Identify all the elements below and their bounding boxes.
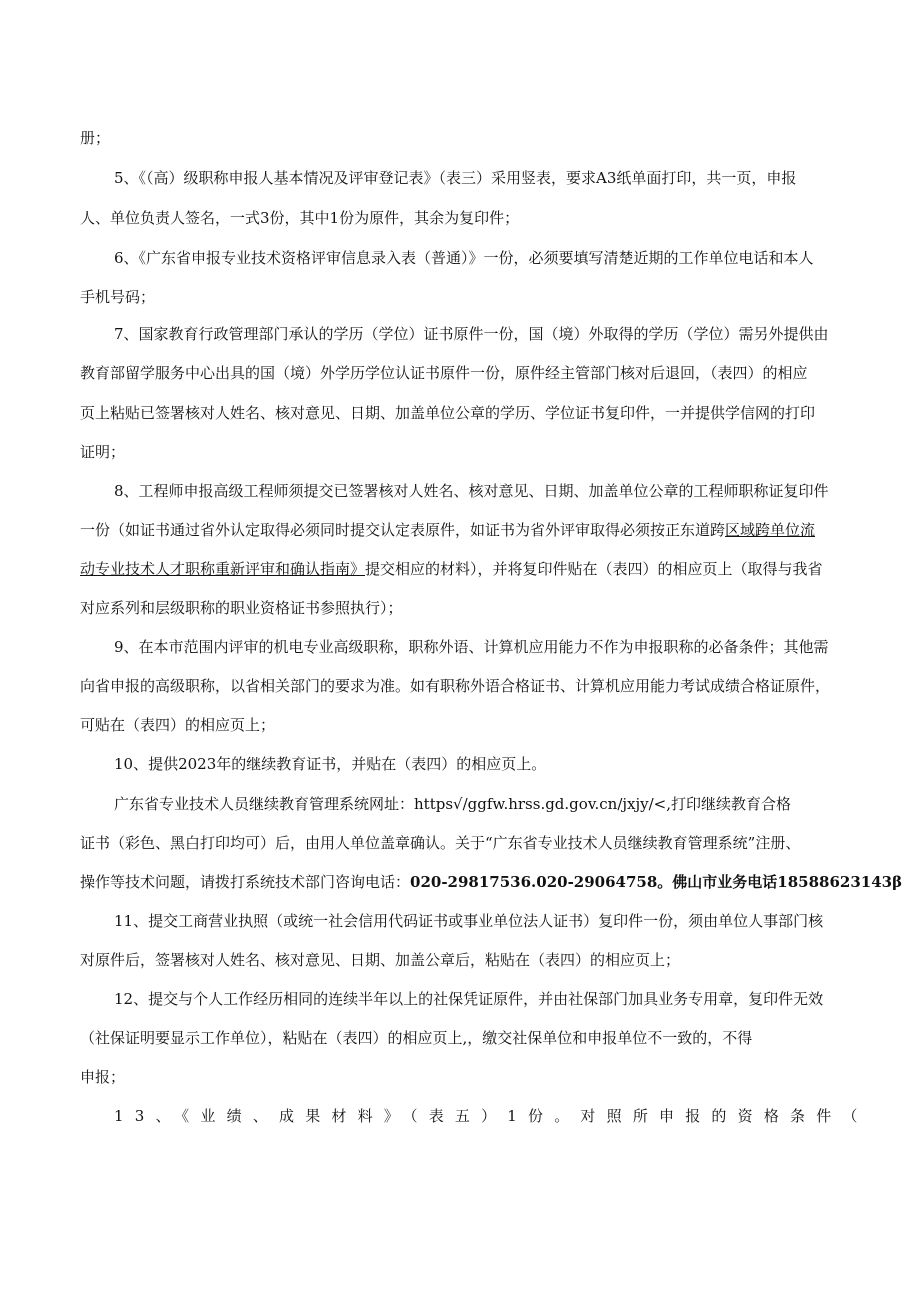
text-line: 11、提交工商营业执照（或统一社会信用代码证书或事业单位法人证书）复印件一份，须由单位人事部门核: [114, 912, 824, 930]
text-line: 对原件后，签署核对人姓名、核对意见、日期、加盖公章后，粘贴在（表四）的相应页上；: [80, 951, 681, 969]
text-line: 教育部留学服务中心出具的国（境）外学历学位认证书原件一份，原件经主管部门核对后退回，（表四）的相应: [80, 364, 808, 382]
text-line: 6、《广东省申报专业技术资格评审信息录入表（普通）》一份，必须要填写清楚近期的工作单位电话和本人: [114, 249, 814, 267]
text-line: 5、《（高）级职称申报人基本情况及评审登记表》（表三）采用竖表，要求A3纸单面打印，共一页，申报: [114, 169, 797, 187]
text-line: 手机号码；: [80, 288, 156, 306]
text-line: 7、国家教育行政管理部门承认的学历（学位）证书原件一份，国（境）外取得的学历（学位）需另外提供由: [114, 325, 829, 343]
text-line: 广东省专业技术人员继续教育管理系统网址：https√/ggfw.hrss.gd.gov.cn/jxjy/<,打印继续教育合格: [114, 795, 792, 813]
text-line: 证书（彩色、黑白打印均可）后，由用人单位盖章确认。关于“广东省专业技术人员继续教育管理系统”注册、: [80, 834, 801, 852]
text-line: 页上粘贴已签署核对人姓名、核对意见、日期、加盖单位公章的学历、学位证书复印件，一并提供学信网的打印: [80, 404, 816, 422]
text-line: [80, 873, 903, 891]
text-line: 13、《业绩、成果材料》（表五）1份。对照所申报的资格条件（: [114, 1107, 869, 1125]
text-line: 8、工程师申报高级工程师须提交已签署核对人姓名、核对意见、日期、加盖单位公章的工程师职称证复印件: [114, 482, 829, 500]
text-line: 册；: [80, 129, 111, 147]
text-line: 12、提交与个人工作经历相同的连续半年以上的社保凭证原件，并由社保部门加具业务专用章，复印件无效: [114, 990, 824, 1008]
text-line: [80, 521, 850, 539]
text-line: 人、单位负责人签名，一式3份，其中1份为原件，其余为复印件；: [80, 209, 520, 227]
text-segment: 一份（如证书通过省外认定取得必须同时提交认定表原件，如证书为省外评审取得必须按正东道跨: [80, 521, 726, 539]
text-line: 10、提供2023年的继续教育证书，并贴在（表四）的相应页上。: [114, 755, 547, 773]
guide-link-text: 动专业技术人才职称重新评审和确认指南》: [80, 560, 366, 578]
text-line: [80, 560, 850, 578]
text-line: 对应系列和层级职称的职业资格证书参照执行）；: [80, 599, 403, 617]
text-segment: 操作等技术问题，请拨打系统技术部门咨询电话：: [80, 873, 411, 891]
phone-numbers: 020-29817536.020-29064758。佛山市业务电话18588623143β: [410, 873, 903, 891]
guide-link-text: 区域跨单位流: [725, 521, 816, 539]
text-line: （社保证明要显示工作单位），粘贴在（表四）的相应页上,，缴交社保单位和申报单位不一致的，不得: [80, 1029, 753, 1047]
text-line: 证明；: [80, 443, 126, 461]
text-segment: 提交相应的材料），并将复印件贴在（表四）的相应页上（取得与我省: [365, 560, 823, 578]
text-line: 可贴在（表四）的相应页上；: [80, 716, 276, 734]
text-line: 9、在本市范围内评审的机电专业高级职称，职称外语、计算机应用能力不作为申报职称的必备条件；其他需: [114, 638, 829, 656]
text-line: 向省申报的高级职称，以省相关部门的要求为准。如有职称外语合格证书、计算机应用能力考试成绩合格证原件，: [80, 677, 831, 695]
text-line: 申报；: [80, 1068, 126, 1086]
